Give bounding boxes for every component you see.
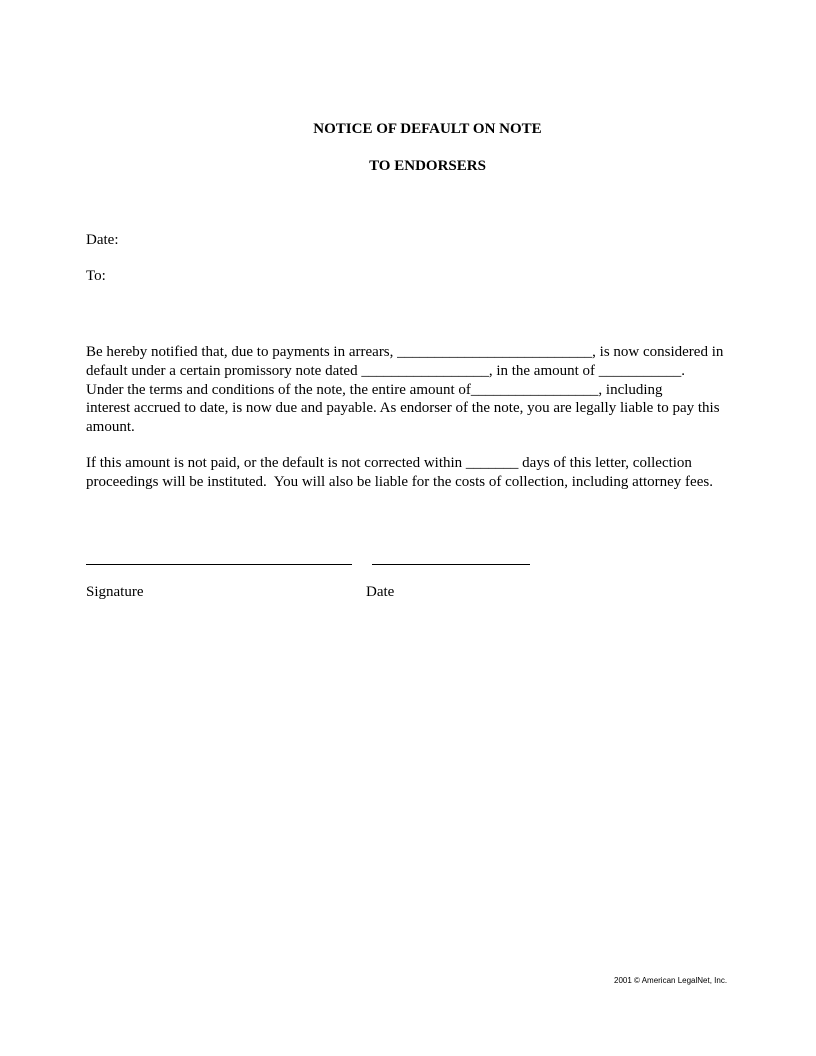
date-line xyxy=(372,564,530,565)
paragraph-line: default under a certain promissory note dated _________________, in the amount of ___________. xyxy=(86,363,686,379)
signature-date-label: Date xyxy=(366,584,395,600)
signature-line xyxy=(86,564,352,565)
paragraph-line: Be hereby notified that, due to payments in arrears, __________________________, is now considered in xyxy=(86,344,724,360)
paragraph-line: If this amount is not paid, or the default is not corrected within _______ days of this letter, collection xyxy=(86,455,692,471)
document-subtitle: TO ENDORSERS xyxy=(369,158,486,174)
date-label: Date: xyxy=(86,232,119,248)
paragraph-line: interest accrued to date, is now due and payable. As endorser of the note, you are legally liable to pay this xyxy=(86,400,720,416)
paragraph-line: amount. xyxy=(86,419,135,435)
signature-label: Signature xyxy=(86,584,144,600)
to-label: To: xyxy=(86,268,106,284)
paragraph-line: proceedings will be instituted. You will also be liable for the costs of collection, including attorney fees. xyxy=(86,474,713,490)
copyright-footer: 2001 © American LegalNet, Inc. xyxy=(614,976,728,985)
document-title: NOTICE OF DEFAULT ON NOTE xyxy=(313,121,542,137)
paragraph-line: Under the terms and conditions of the note, the entire amount of_________________, including xyxy=(86,382,663,398)
